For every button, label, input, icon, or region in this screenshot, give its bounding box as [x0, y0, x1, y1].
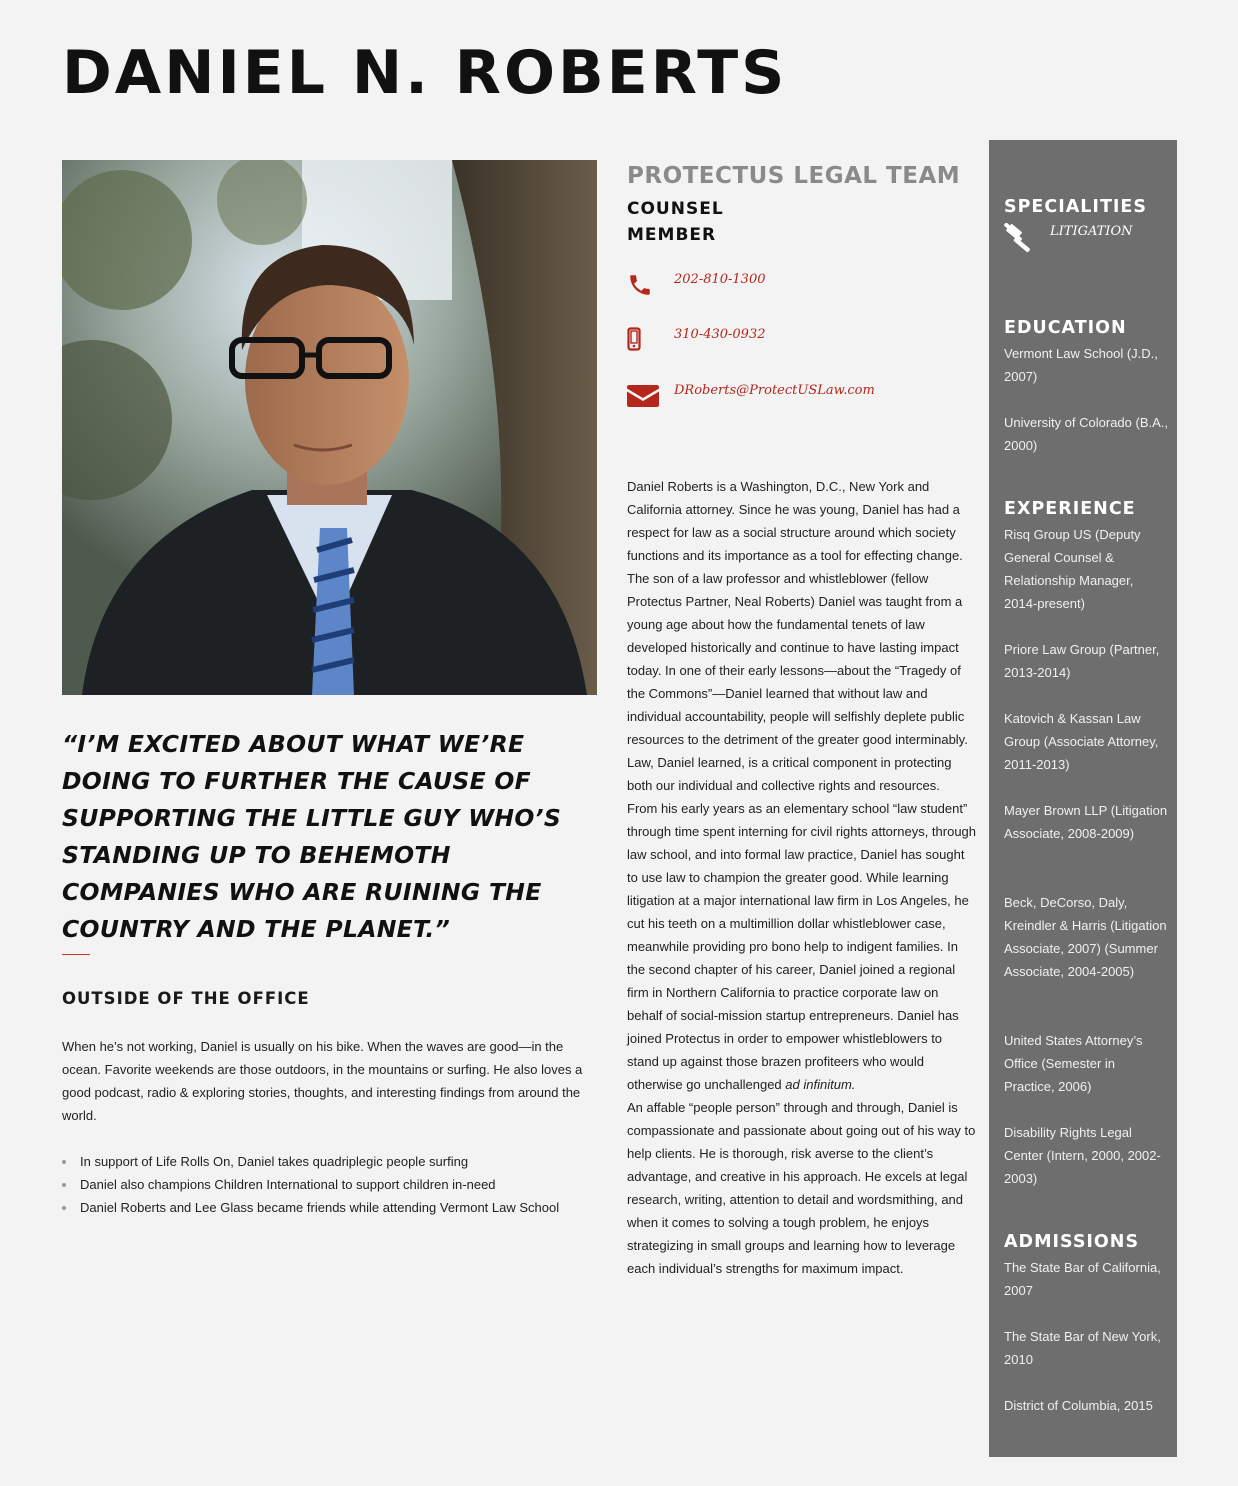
admission-item: The State Bar of California, 2007 — [1004, 1260, 1161, 1298]
sidebar — [989, 140, 1177, 1457]
admission-item: The State Bar of New York, 2010 — [1004, 1329, 1161, 1367]
quote-text: “I’M EXCITED ABOUT WHAT WE’RE DOING TO FURTHER THE CAUSE OF SUPPORTING THE LITTLE GUY WHO’S STANDING UP TO BEHEMOTH COMPANIES WHO ARE RUINING THE COUNTRY AND THE PLANET.” — [62, 730, 562, 943]
contact-phone[interactable] — [627, 272, 957, 302]
envelope-icon — [627, 383, 659, 409]
education-item: Vermont Law School (J.D., 2007) — [1004, 346, 1158, 384]
mobile-link[interactable]: 310-430-0932 — [674, 327, 766, 342]
experience-item: Beck, DeCorso, Daly, Kreindler & Harris (Litigation Associate, 2007) (Summer Associate, 2004-2005) — [1004, 895, 1167, 979]
portrait-photo — [62, 160, 597, 695]
admission-item: District of Columbia, 2015 — [1004, 1398, 1153, 1413]
education-item: University of Colorado (B.A., 2000) — [1004, 415, 1169, 453]
email-link[interactable]: DRoberts@ProtectUSLaw.com — [674, 383, 875, 398]
list-item: Daniel Roberts and Lee Glass became friends while attending Vermont Law School — [62, 1196, 602, 1219]
bio-paragraph: An affable “people person” through and through, Daniel is compassionate and passionate about going out of his way to help clients. He is thorough, risk averse to the client’s advantage, and creative in his approach. He excels at legal research, writing, attention to detail and wordsmithing, and when it comes to solving a tough problem, he enjoys strategizing in small groups and learning how to leverage each individual’s strengths for maximum impact. — [627, 1100, 976, 1276]
experience-item: Disability Rights Legal Center (Intern, 2000, 2002-2003) — [1004, 1125, 1161, 1186]
experience-heading: EXPERIENCE — [1004, 499, 1136, 519]
contact-mobile[interactable] — [627, 327, 957, 357]
biography — [627, 475, 977, 1280]
list-item: In support of Life Rolls On, Daniel takes quadriplegic people surfing — [62, 1150, 602, 1173]
outside-office-heading: OUTSIDE OF THE OFFICE — [62, 989, 310, 1008]
specialities-heading: SPECIALITIES — [1004, 197, 1147, 217]
experience-item: United States Attorney’s Office (Semester in Practice, 2006) — [1004, 1033, 1143, 1094]
bio-text: From his early years as an elementary school “law student” through time spent interning for civil rights attorneys, through law school, and into formal law practice, Daniel has sought to use law to champion the greater good. While learning litigation at a major international law firm in Los Angeles, he cut his teeth on a multimillion dollar whistleblower case, meanwhile providing pro bono help to indigent families. In the second chapter of his career, Daniel joined a regional firm in Northern California to practice corporate law on behalf of social-mission startup entrepreneurs. Daniel has joined Protectus in order to empower whistleblowers to stand up against those brazen profiteers who would otherwise go unchallenged — [627, 801, 977, 1092]
outside-office-list — [62, 1150, 602, 1219]
divider — [62, 954, 90, 955]
mobile-phone-icon — [627, 327, 641, 351]
admissions-heading: ADMISSIONS — [1004, 1232, 1140, 1252]
phone-icon — [627, 272, 653, 298]
role-title: MEMBER — [627, 225, 717, 245]
experience-item: Priore Law Group (Partner, 2013-2014) — [1004, 642, 1160, 680]
list-item: Daniel also champions Children International to support children in-need — [62, 1173, 602, 1196]
page-title: DANIEL N. ROBERTS — [62, 38, 788, 108]
speciality-item: LITIGATION — [1050, 224, 1133, 239]
team-name: PROTECTUS LEGAL TEAM — [627, 163, 961, 189]
bio-italic-text: ad infinitum. — [785, 1077, 856, 1092]
bio-paragraph: Daniel Roberts is a Washington, D.C., New York and California attorney. Since he was young, Daniel has had a respect for law as a social structure around which society functions and its importance as a tool for effecting change. The son of a law professor and whistleblower (fellow Protectus Partner, Neal Roberts) Daniel was taught from a young age about how the fundamental tenets of law developed historically and continue to have lasting impact today. In one of their early lessons—about the “Tragedy of the Commons”—Daniel learned that without law and individual accountability, people will selfishly deplete public resources to the detriment of the greater good interminably. Law, Daniel learned, is a critical component in protecting both our individual and collective rights and resources. — [627, 479, 968, 793]
role-title: COUNSEL — [627, 199, 724, 219]
bio-paragraph — [627, 797, 977, 1096]
gavel-icon — [1004, 223, 1036, 253]
outside-office-text: When he’s not working, Daniel is usually on his bike. When the waves are good—in the ocean. Favorite weekends are those outdoors, in the mountains or surfing. He also loves a good podcast, radio & exploring stories, thoughts, and interesting findings from around the world. — [62, 1039, 583, 1123]
phone-link[interactable]: 202-810-1300 — [674, 272, 766, 287]
experience-item: Risq Group US (Deputy General Counsel & Relationship Manager, 2014-present) — [1004, 527, 1141, 611]
experience-item: Katovich & Kassan Law Group (Associate Attorney, 2011-2013) — [1004, 711, 1159, 772]
experience-item: Mayer Brown LLP (Litigation Associate, 2008-2009) — [1004, 803, 1168, 841]
contact-email[interactable] — [627, 383, 957, 413]
education-heading: EDUCATION — [1004, 318, 1127, 338]
